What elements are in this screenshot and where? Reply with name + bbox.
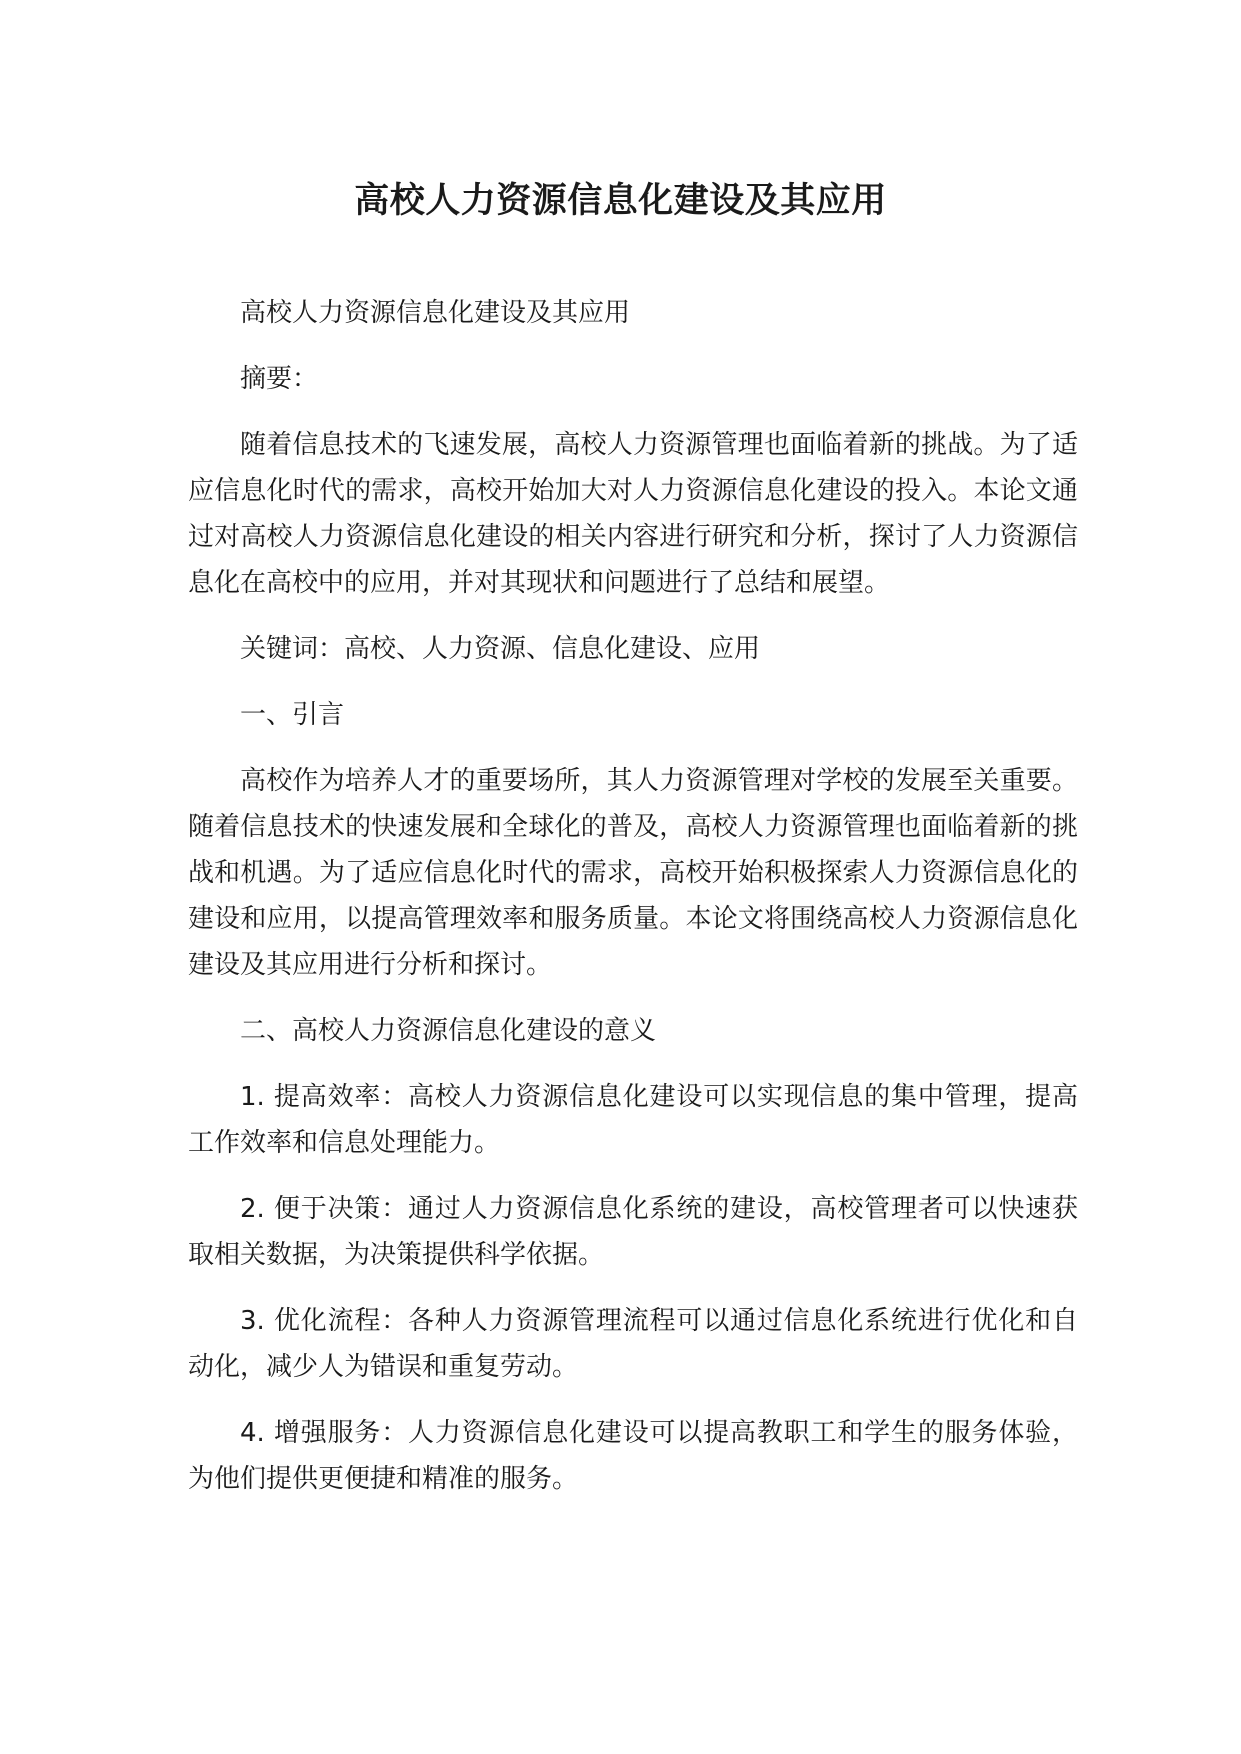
paragraph-subtitle: 高校人力资源信息化建设及其应用: [240, 298, 631, 328]
paragraph-introduction: 高校作为培养人才的重要场所，其人力资源管理对学校的发展至关重要。随着信息技术的快速发展和全球化的普及，高校人力资源管理也面临着新的挑战和机遇。为了适应信息化时代的需求，高校开始积极探索人力资源信息化的建设和应用，以提高管理效率和服务质量。本论文将围绕高校人力资源信息化建设及其应用进行分析和探讨。: [188, 766, 1078, 980]
list-item-decision: 2. 便于决策：通过人力资源信息化系统的建设，高校管理者可以快速获取相关数据，为决策提供科学依据。: [188, 1194, 1078, 1270]
paragraph-abstract-heading: 摘要：: [240, 364, 319, 394]
section-heading-introduction: 一、引言: [240, 700, 345, 730]
paragraph-keywords: 关键词：高校、人力资源、信息化建设、应用: [240, 634, 761, 664]
document-body: [188, 290, 1078, 1522]
list-item-efficiency: 1. 提高效率：高校人力资源信息化建设可以实现信息的集中管理，提高工作效率和信息处理能力。: [188, 1082, 1078, 1158]
list-item-process: 3. 优化流程：各种人力资源管理流程可以通过信息化系统进行优化和自动化，减少人为错误和重复劳动。: [188, 1306, 1078, 1382]
paragraph-abstract: 随着信息技术的飞速发展，高校人力资源管理也面临着新的挑战。为了适应信息化时代的需求，高校开始加大对人力资源信息化建设的投入。本论文通过对高校人力资源信息化建设的相关内容进行研究和分析，探讨了人力资源信息化在高校中的应用，并对其现状和问题进行了总结和展望。: [188, 430, 1078, 598]
list-item-service: 4. 增强服务：人力资源信息化建设可以提高教职工和学生的服务体验，为他们提供更便捷和精准的服务。: [188, 1418, 1078, 1494]
section-heading-significance: 二、高校人力资源信息化建设的意义: [240, 1016, 657, 1046]
document-title: 高校人力资源信息化建设及其应用: [354, 181, 887, 221]
